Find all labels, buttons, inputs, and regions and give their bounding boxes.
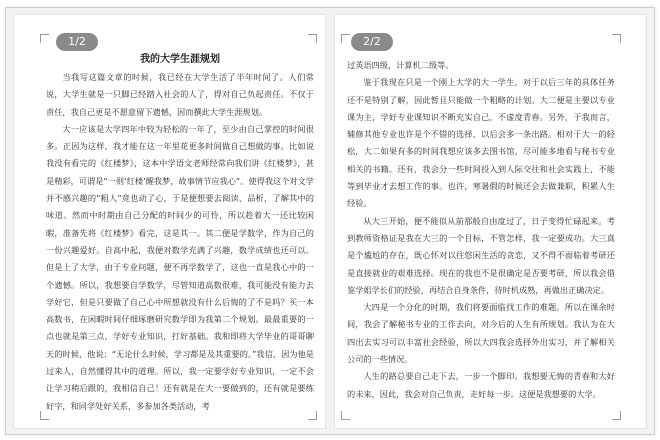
paragraph: 过英语四级，计算机二级等。 (347, 60, 454, 70)
paragraph: 当我写这篇文章的时候，我已经在大学生活了半年时间了。人们常说，大学生就是一只脚已经踏入社会的人了，得对自己负起责任。不仅于责任，我自己更是不愿意留下遗憾，因而撰此大学生涯规划。 (46, 72, 314, 117)
crop-mark-icon (341, 34, 350, 43)
crop-mark-icon (612, 411, 621, 420)
document-title: 我的大学生涯规划 (140, 54, 220, 65)
paragraph: 大一应该是大学四年中较为轻松的一年了，至少由自己掌控的时间很多。正因为这样，我才能在这一年里花更多时间做自己想做的事。比如说我没有看完的《红楼梦》，这本中学语文老师经常向我们讲《红楼梦》，甚是精彩，可谓是“一则‘红楼’醒我梦，故事情节应我心”。使得我这个对文学并不感兴趣的“粗人”竟也动了心，于是便想要去阅读、品析，了解其中的味道。然而中时期由自己分配的时间少的可怜，所以趁着大一还比较闲暇，准备先将《红楼梦》看完，这是其一。其二便是学数学，作为自己的一份兴趣爱好。自高中起，我便对数学充满了兴趣，数学成绩也还可以。但是上了大学，由于专业问题，便不再学数学了，这也一直是我心中的一个遗憾。所以，我想要自学数学，尽管知道高数很难，我可能没有能力去学好它，但是只要做了自己心中所想就没有什么后悔的了不是吗？买一本高数书，在闲暇时间仔细琢磨研究数学即为我第二个规划。最最重要的一点也就是第三点，学好专业知识，打好基础。我和即将大学毕业的哥哥聊天的时候，他说：“无论什么时候，学习都是及其重要的。”我信，因为他是过来人，自然懂得其中的道理。所以，我一定要学好专业知识，一定不会让学习稍后跟的，我相信自己！还有就是在大一要做到的，还有就是要练好字，和同学处好关系，多参加各类活动，考 (46, 123, 314, 411)
page-number-badge: 2/2 (351, 33, 393, 51)
page-text (347, 57, 615, 403)
document-page-2 (334, 14, 647, 429)
crop-mark-icon (612, 34, 621, 43)
paragraph: 从大三开始，便不能似从前那般自由度过了，日子变得忙碌起来。考到教师资格证是我在大三的一个目标，不管怎样，我一定要成功。大三真是个尴尬的存在，既心怀对以往悠闲生活的贪恋，又不得不面临着考研还是直接就业的艰难选择。现在的我也不是很确定是否要考研，所以我会借鉴学姐学长们的经验，再结合自身条件，待时机成熟，再做出正确决定。 (347, 215, 615, 295)
page-number-badge: 1/2 (56, 33, 98, 51)
paragraph: 大四是一个分化的时期，我们将要面临找工作的难题。所以在课余时间，我会了解秘书专业的工作去向，对今后的人生有所规划。我认为在大四出去实习可以丰富社会经验，所以大四我会选择外出实习，并了解相关公司的一些情况。 (347, 302, 615, 365)
crop-mark-icon (308, 34, 317, 43)
page-text (46, 53, 314, 415)
paragraph: 鉴于我现在只是一个刚上大学的大一学生，对于以后三年的具体任务还不是特别了解，因此暂且只能做一个粗略的计划。大二便是主要以专业课为主，学好专业课知识不断充实自己，不虚度青春。另外，于我而言，辅修其他专业也许是个不错的选择，以后会多一条出路。相对于大一的轻松，大二如果有多的时间我想应该多去图书馆，尽可能多地看与秘书专业相关的书籍。还有，我会分一些时间投入到人际交往和社会实践上，不能等到毕业才去想工作的事。也许，寒暑假的时候还会去做兼职，积累人生经验。 (347, 77, 615, 209)
crop-mark-icon (341, 411, 350, 420)
document-page-1 (13, 14, 326, 429)
paragraph: 人生的路总要自己走下去，一步一个脚印。我想要无悔的青春和大好的未来，因此，我会对自己负责，走好每一步。这便是我想要的大学。 (347, 371, 615, 399)
document-viewer (5, 7, 655, 435)
crop-mark-icon (40, 34, 49, 43)
